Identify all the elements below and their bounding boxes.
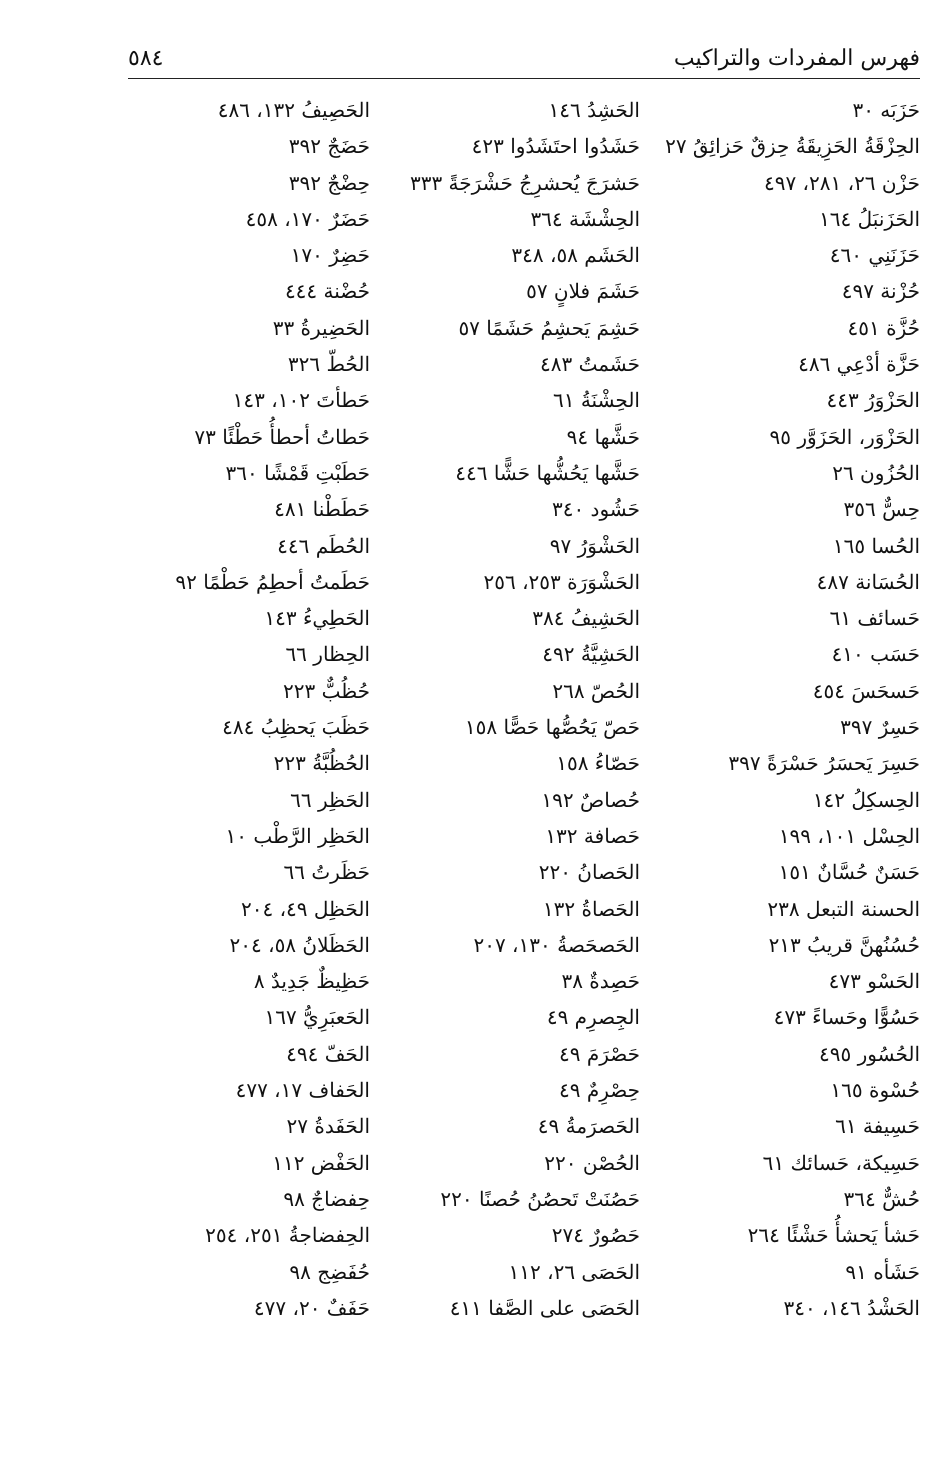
index-entry: حَزَنَنِي ٤٦٠: [829, 243, 920, 268]
index-entry: الحَفّ ٤٩٤: [286, 1041, 370, 1066]
index-entry: حَصّ يَحُصُّها حَصًّا ١٥٨: [464, 715, 640, 740]
index-column-middle: [390, 92, 640, 1326]
index-entry: الحَزْوَرُ ٤٤٣: [826, 388, 920, 413]
index-entry: الحَشْدُ ١٤٦، ٣٤٠: [783, 1295, 920, 1320]
index-entry: حَسَنٌ حُسَّانٌ ١٥١: [778, 860, 920, 885]
index-entry: الحَظَلانُ ٥٨، ٢٠٤: [229, 932, 370, 957]
index-entry: الحِفضاجةُ ٢٥١، ٢٥٤: [205, 1223, 370, 1248]
index-entry: حَطأتَ ١٠٢، ١٤٣: [232, 388, 370, 413]
header-rule: [128, 78, 920, 79]
index-entry: الحُظُبَّةُ ٢٢٣: [273, 751, 370, 776]
index-entry: حَشَمتُ ٤٨٣: [540, 352, 640, 377]
index-entry: الحَصَى ٢٦، ١١٢: [508, 1259, 640, 1284]
index-entry: الحَظِر ٦٦: [290, 787, 370, 812]
index-entry: حُظُبٌّ ٢٢٣: [283, 678, 370, 703]
index-entry: الحُسُور ٤٩٥: [819, 1041, 920, 1066]
index-entry: الحِسكِلُ ١٤٢: [812, 787, 920, 812]
page-header: [128, 40, 920, 76]
index-entry: حَضَجٌ ٣٩٢: [288, 134, 370, 159]
index-entry: حَصافة ١٣٢: [545, 823, 640, 848]
index-entry: حَظَرتُ ٦٦: [283, 860, 370, 885]
index-entry: الحُزُون ٢٦: [832, 460, 920, 485]
index-entry: الحَضِيرةُ ٣٣: [272, 315, 370, 340]
index-entry: حِضْجٌ ٣٩٢: [288, 170, 370, 195]
index-entry: حِسٌّ ٣٥٦: [843, 497, 920, 522]
index-entry: حِصْرِمٌ ٤٩: [559, 1078, 640, 1103]
index-entry: حَطَمتُ أحطِمُ حَطْمًا ٩٢: [175, 569, 370, 594]
index-entry: حَسُوًّا وحَساءً ٤٧٣: [773, 1005, 920, 1030]
index-entry: حَشرَجَ يُحشرِجُ حَشْرَجَةً ٣٣٣: [409, 170, 640, 195]
index-entry: الحَشْوَرُ ٩٧: [549, 533, 640, 558]
index-entry: الحَصَى على الصَّفا ٤١١: [449, 1295, 640, 1320]
index-entry: الحَفاف ١٧، ٤٧٧: [235, 1078, 370, 1103]
index-entry: حُسْوة ١٦٥: [830, 1078, 920, 1103]
running-title: فهرس المفردات والتراكيب: [673, 45, 920, 71]
index-entry: الحِشْشَة ٣٦٤: [530, 206, 640, 231]
index-entry: حَطَبْتِ قَمْشًا ٣٦٠: [225, 460, 370, 485]
index-entry: الحِظار ٦٦: [285, 642, 370, 667]
index-entry: الحَشِيَّةُ ٤٩٢: [542, 642, 640, 667]
index-entry: الحُسَانة ٤٨٧: [816, 569, 920, 594]
index-entry: حَطاتُ أحطأُ حَطْئًا ٧٣: [194, 424, 370, 449]
index-entry: حَشَّها يَحُشُّها حَشًّا ٤٤٦: [455, 460, 640, 485]
index-entry: حَزَّة أدْعِي ٤٨٦: [798, 352, 920, 377]
index-entry: الحسنة التبعل ٢٣٨: [767, 896, 920, 921]
index-entry: حَزَبَه ٣٠: [852, 98, 920, 122]
index-entry: الحَصاةُ ١٣٢: [542, 896, 640, 921]
index-entry: الحُطَم ٤٤٦: [277, 533, 370, 558]
index-entry: الحَصِيفُ ١٣٢، ٤٨٦: [217, 98, 370, 122]
index-entry: حَشأ يَحشأُ حَشْئًا ٢٦٤: [747, 1223, 920, 1248]
index-entry: حُصاصٌ ١٩٢: [541, 787, 640, 812]
index-entry: الحَفْض ١١٢: [272, 1150, 370, 1175]
index-entry: الحَظِل ٤٩، ٢٠٤: [240, 896, 370, 921]
index-entry: حَصُورٌ ٢٧٤: [551, 1223, 640, 1248]
index-entry: الحُصّ ٢٦٨: [552, 678, 640, 703]
index-entry: حُضْنة ٤٤٤: [284, 279, 370, 304]
index-entry: الحَشَم ٥٨، ٣٤٨: [511, 243, 640, 268]
index-entry: الحُصْن ٢٢٠: [544, 1150, 640, 1175]
index-entry: الحَصانُ ٢٢٠: [538, 860, 640, 885]
index-entry: حَشَّها ٩٤: [566, 424, 640, 449]
index-entry: حَسحَسَ ٤٥٤: [812, 678, 920, 703]
index-entry: حَشَأه ٩١: [845, 1259, 920, 1284]
index-entry: الحَصرَمةُ ٤٩: [537, 1114, 640, 1139]
index-entry: حَفَفٌ ٢٠، ٤٧٧: [253, 1295, 370, 1320]
index-entry: حَسِيكة، حَسائك ٦١: [762, 1150, 920, 1175]
index-entry: حَظَبَ يَحظِبُ ٤٨٤: [222, 715, 370, 740]
index-entry: حَشَدُوا احتَشَدُوا ٤٢٣: [471, 134, 640, 159]
index-entry: حَظِيظٌ جَدِيدٌ ٨: [253, 969, 370, 994]
index-entry: الحَصحَصةُ ١٣٠، ٢٠٧: [473, 932, 640, 957]
index-entry: حَصّاءُ ١٥٨: [556, 751, 640, 776]
index-entry: حَسِرَ يَحسَرُ حَسْرَةً ٣٩٧: [728, 751, 920, 776]
index-entry: حَزْن ٢٦، ٢٨١، ٤٩٧: [763, 170, 920, 195]
index-entry: حَشُود ٣٤٠: [551, 497, 640, 522]
index-entry: الحَشْوَرَة ٢٥٣، ٢٥٦: [483, 569, 640, 594]
index-entry: الحَزْوَر، الحَزَوَّر ٩٥: [769, 424, 920, 449]
index-column-right: [654, 92, 920, 1326]
index-entry: حَشَمَ فلانٍ ٥٧: [526, 279, 640, 304]
index-entry: حَسَب ٤١٠: [831, 642, 920, 667]
index-entry: الحُسا ١٦٥: [832, 533, 920, 558]
index-entry: حَسائف ٦١: [829, 606, 920, 631]
index-entry: الحَفَدةُ ٢٧: [286, 1114, 370, 1139]
index-entry: حَصِدةٌ ٣٨: [561, 969, 640, 994]
index-entry: حَضَرٌ ١٧٠، ٤٥٨: [245, 206, 370, 231]
index-entry: الحَزَنبَلُ ١٦٤: [819, 206, 920, 231]
index-entry: الحَعبَرِيُّ ١٦٧: [264, 1005, 370, 1030]
index-entry: الحُطّ ٣٢٦: [287, 352, 370, 377]
index-entry: حَصُنَتْ تَحصُنُ حُصنًا ٢٢٠: [440, 1186, 640, 1211]
index-entry: الحَسْو ٤٧٣: [828, 969, 920, 994]
index-entry: حَطَطْنا ٤٨١: [274, 497, 370, 522]
index-entry: حَضِرٌ ١٧٠: [290, 243, 370, 268]
index-entry: الحَطِيءُ ١٤٣: [264, 606, 370, 631]
index-entry: الجِصرِم ٤٩: [546, 1005, 640, 1030]
index-entry: حَسِرٌ ٣٩٧: [840, 715, 920, 740]
index-entry: الحَشِيفُ ٣٨٤: [532, 606, 640, 631]
index-entry: حُشٌّ ٣٦٤: [843, 1186, 920, 1211]
index-entry: الحِشْنَةُ ٦١: [552, 388, 640, 413]
index-entry: حُفَضِج ٩٨: [289, 1259, 370, 1284]
page-number: ٥٨٤: [128, 45, 164, 71]
index-entry: حُزْنة ٤٩٧: [841, 279, 920, 304]
index-entry: حِفضاجٌ ٩٨: [283, 1186, 370, 1211]
index-entry: الحَشِدُ ١٤٦: [548, 98, 640, 122]
index-entry: الحَظِر الرَّطْب ١٠: [225, 823, 370, 848]
index-entry: حُسُنُهنَّ قريبُ ٢١٣: [768, 932, 920, 957]
index-entry: الحِسْل ١٠١، ١٩٩: [778, 823, 920, 848]
index-entry: حُزَّة ٤٥١: [847, 315, 920, 340]
index-entry: حَشِمَ يَحشِمُ حَشَمًا ٥٧: [458, 315, 640, 340]
index-entry: حَصْرَمَ ٤٩: [559, 1041, 640, 1066]
index-entry: حَسِيفة ٦١: [835, 1114, 920, 1139]
index-column-left: [120, 92, 370, 1326]
index-entry: الحِزْقَةُ الحَزِيقَةُ حِزقٌ حَزائِقُ ٢٧: [665, 134, 920, 159]
